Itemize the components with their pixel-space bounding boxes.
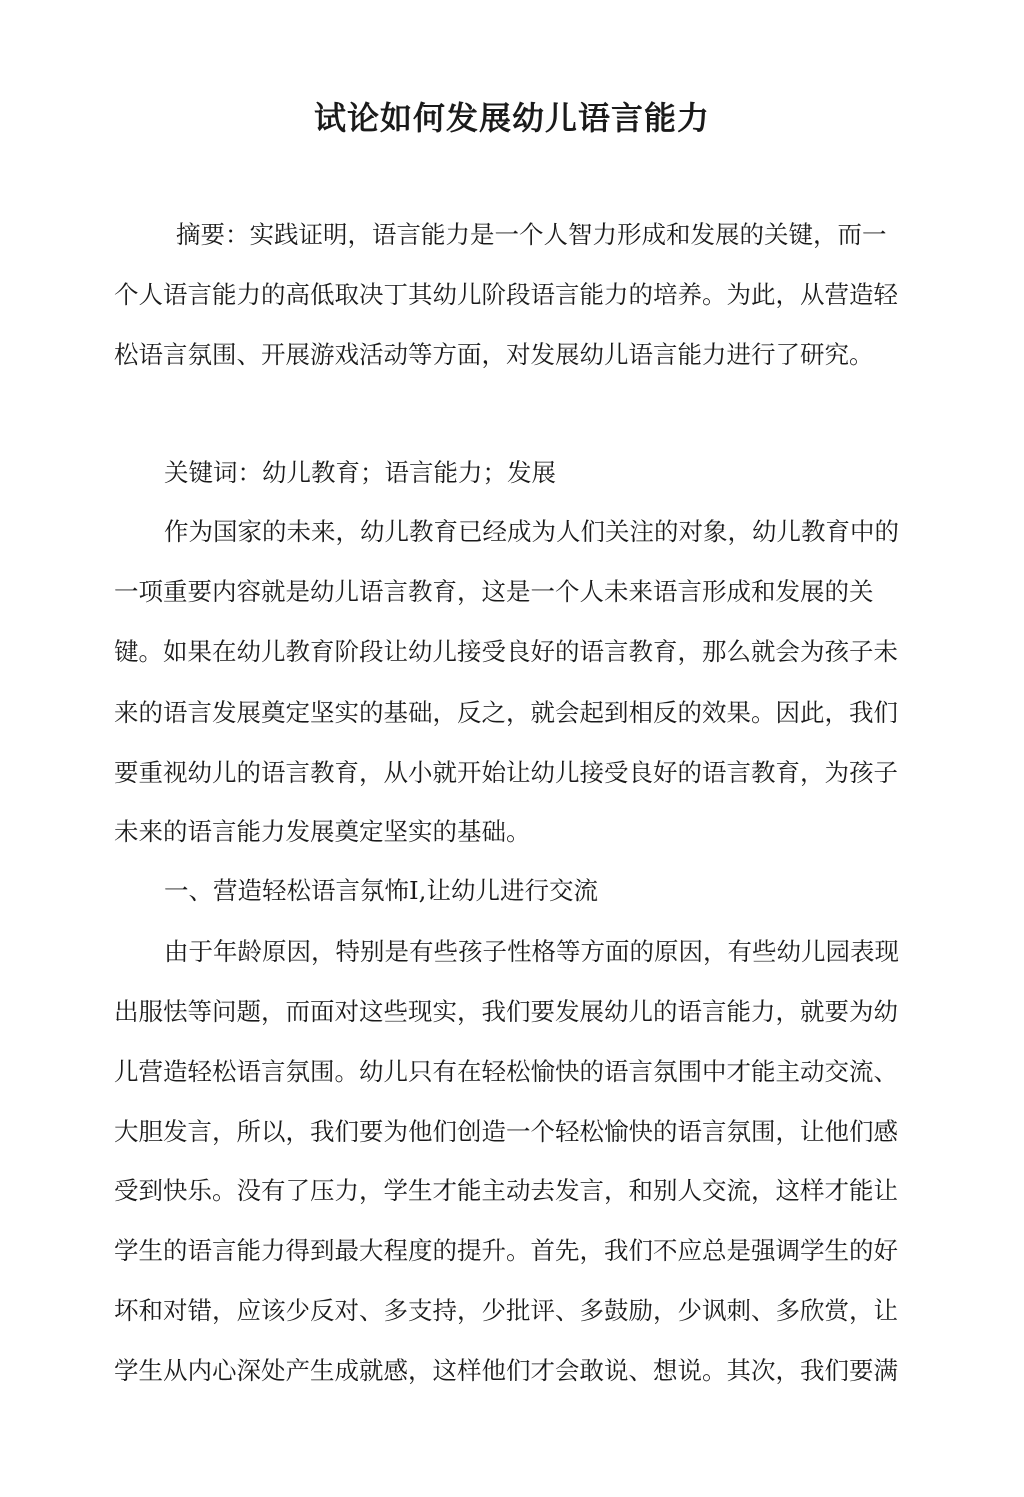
body-line-13: 坏和对错，应该少反对、多支持，少批评、多鼓励，少讽刺、多欣赏，让 — [114, 1296, 898, 1325]
keywords-line: 关键词：幼儿教育；语言能力；发展 — [164, 458, 556, 487]
body-line-9: 儿营造轻松语言氛围。幼儿只有在轻松愉快的语言氛围中才能主动交流、 — [114, 1057, 898, 1086]
abstract-line-2: 个人语言能力的高低取决丁其幼儿阶段语言能力的培养。为此，从营造轻 — [114, 280, 898, 309]
abstract-line-3: 松语言氛围、开展游戏活动等方面，对发展幼儿语言能力进行了研究。 — [114, 340, 874, 369]
body-line-2: 一项重要内容就是幼儿语言教育，这是一个人未来语言形成和发展的关 — [114, 577, 874, 606]
body-line-14: 学生从内心深处产生成就感，这样他们才会敢说、想说。其次，我们要满 — [114, 1356, 898, 1385]
body-line-1: 作为国家的未来，幼儿教育已经成为人们关注的对象，幼儿教育中的 — [164, 517, 899, 546]
body-line-7: 由于年龄原因，特别是有些孩子性格等方面的原因，有些幼儿园表现 — [164, 937, 899, 966]
body-line-4: 来的语言发展奠定坚实的基础，反之，就会起到相反的效果。因此，我们 — [114, 698, 898, 727]
abstract-line-1: 摘要：实践证明，语言能力是一个人智力形成和发展的关键，而一 — [176, 220, 887, 249]
body-line-11: 受到快乐。没有了压力，学生才能主动去发言，和别人交流，这样才能让 — [114, 1176, 898, 1205]
body-line-10: 大胆发言，所以，我们要为他们创造一个轻松愉快的语言氛围，让他们感 — [114, 1117, 898, 1146]
body-line-12: 学生的语言能力得到最大程度的提升。首先，我们不应总是强调学生的好 — [114, 1236, 898, 1265]
body-line-3: 键。如果在幼儿教育阶段让幼儿接受良好的语言教育，那么就会为孩子未 — [114, 637, 898, 666]
section-heading-1: 一、营造轻松语言氛怖I,让幼儿进行交流 — [164, 876, 598, 905]
document-title: 试论如何发展幼儿语言能力 — [313, 99, 710, 137]
body-line-5: 要重视幼儿的语言教育，从小就开始让幼儿接受良好的语言教育，为孩子 — [114, 758, 898, 787]
body-line-8: 出服怯等问题，而面对这些现实，我们要发展幼儿的语言能力，就要为幼 — [114, 997, 898, 1026]
body-line-6: 未来的语言能力发展奠定坚实的基础。 — [114, 817, 531, 846]
